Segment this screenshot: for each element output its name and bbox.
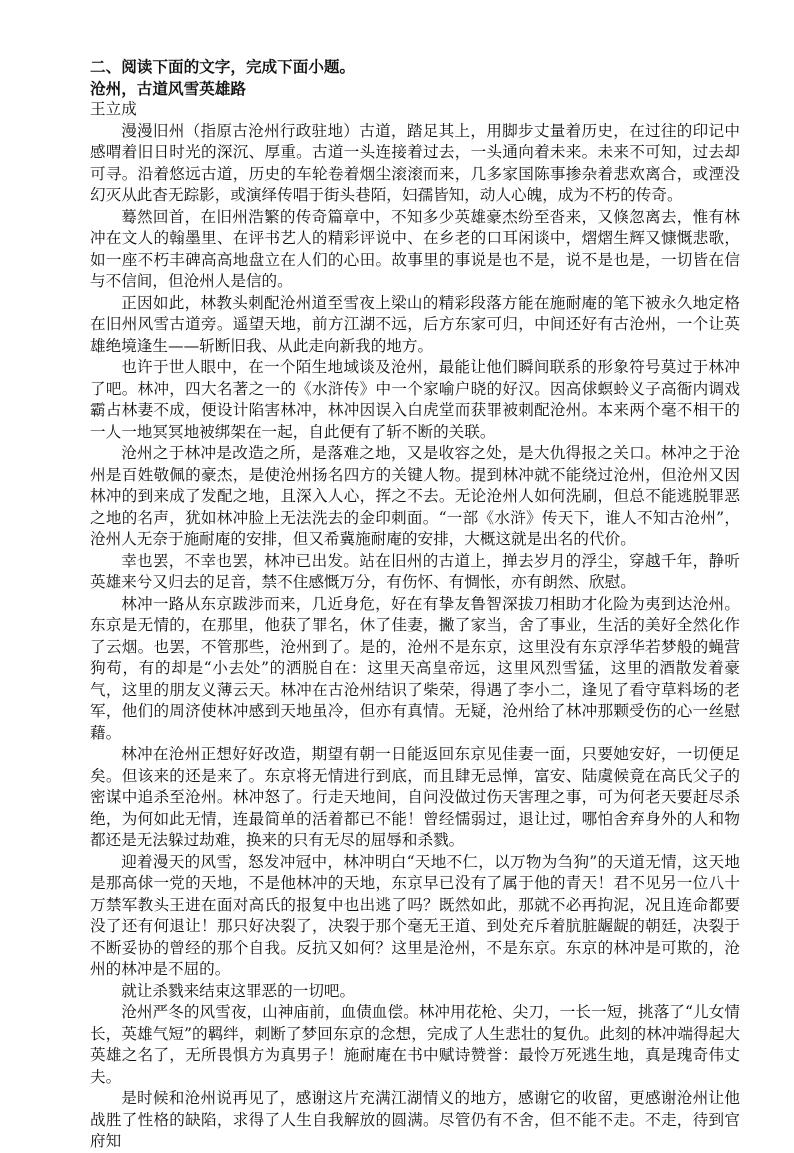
paragraph-7: 林冲一路从东京跋涉而来，几近身危，好在有挚友鲁智深拔刀相助才化险为夷到达沧州。东京是无情的，在那里，他获了罪名，休了佳妻，撇了家当，舍了事业，生活的美好全然化作了云烟。也罢，不管那些，沧州到了。是的，沧州不是东京，这里没有东京浮华若梦般的蝇营狗苟，有的却是“小去处”的洒脱自在：这里天高皇帝远，这里风烈雪猛，这里的酒散发着豪气，这里的朋友义薄云天。林冲在古沧州结识了柴荣，得遇了李小二，逢见了看守草料场的老军，他们的周济使林冲感到天地虽冷，但亦有真情。无疑，沧州给了林冲那颗受伤的心一丝慰藉。 [90,594,740,742]
paragraph-10: 就让杀戮来结束这罪恶的一切吧。 [121,981,356,1000]
paragraph-12: 是时候和沧州说再见了，感谢这片充满江湖情义的地方，感谢它的收留，更感谢沧州让他战胜了性格的缺陷，求得了人生自我解放的圆满。尽管仍有不舍，但不能不走。不走，待到官府知 [90,1089,740,1150]
paragraph-4: 也许于世人眼中，在一个陌生地域谈及沧州，最能让他们瞬间联系的形象符号莫过于林冲了吧。林冲，四大名著之一的《水浒传》中一个家喻户晓的好汉。因高俅螟蛉义子高衙内调戏霸占林妻不成，便设计陷害林冲，林冲因误入白虎堂而获罪被刺配沧州。本来两个毫不相干的一人一地冥冥地被绑架在一起，自此便有了斩不断的关联。 [90,358,740,441]
article-title: 沧州，古道风雪英雄路 [90,78,246,98]
paragraph-2: 蓦然回首，在旧州浩繁的传奇篇章中，不知多少英雄豪杰纷至沓来，又倏忽离去，惟有林冲在文人的翰墨里、在评书艺人的精彩评说中、在乡老的口耳闲谈中，熠熠生辉又慷慨悲歌，如一座不朽丰碑高高地盘立在人们的心田。故事里的事说是也不是，说不是也是，一切皆在信与不信间，但沧州人是信的。 [90,207,740,290]
author-name: 王立成 [90,100,137,118]
paragraph-9: 迎着漫天的风雪，怒发冲冠中，林冲明白“天地不仁，以万物为刍狗”的天道无情，这天地是那高俅一党的天地，不是他林冲的天地，东京早已没有了属于他的青天！君不见另一位八十万禁军教头王进在面对高氏的报复中也出逃了吗？既然如此，那就不必再拘泥，况且连命都要没了还有何退让！那只好决裂了，决裂于那个毫无王道、到处充斥着肮脏龌龊的朝廷，决裂于不断妥协的曾经的那个自我。反抗又如何？这里是沧州，不是东京。东京的林冲是可欺的，沧州的林冲是不屈的。 [90,852,740,978]
paragraph-8: 林冲在沧州正想好好改造，期望有朝一日能返回东京见佳妻一面，只要她安好，一切便足矣。但该来的还是来了。东京将无情进行到底，而且肆无忌惮，富安、陆虞候竟在高氏父子的密谋中追杀至沧州。林冲怒了。行走天地间，自问没做过伤天害理之事，可为何老天要赶尽杀绝，为何如此无情，连最简单的活着都已不能！曾经懦弱过，退让过，哪怕舍弃身外的人和物都还是无法躲过劫难，换来的只有无尽的屈辱和杀戮。 [90,745,740,849]
paragraph-6: 幸也罢，不幸也罢，林冲已出发。站在旧州的古道上，掸去岁月的浮尘，穿越千年，静听英雄来兮又归去的足音，禁不住感慨万分，有伤怀、有惆怅，亦有朗然、欣慰。 [90,551,740,591]
paragraph-5: 沧州之于林冲是改造之所，是落难之地，又是收容之处，是大仇得报之关口。林冲之于沧州是百姓敬佩的豪杰，是使沧州扬名四方的关键人物。提到林冲就不能绕过沧州，但沧州又因林冲的到来成了发配之地，且深入人心，挥之不去。无论沧州人如何洗刷，但总不能逃脱罪恶之地的名声，犹如林冲脸上无法洗去的金印刺面。“一部《水浒》传天下，谁人不知古沧州”，沧州人无奈于施耐庵的安排，但又希冀施耐庵的安排，大概这就是出名的代价。 [90,444,740,548]
paragraph-11: 沧州严冬的风雪夜，山神庙前，血债血偿。林冲用花枪、尖刀，一长一短，挑落了“儿女情长，英雄气短”的羁绊，刺断了梦回东京的念想，完成了人生悲壮的复仇。此刻的林冲端得起大英雄之名了，无所畏惧方为真男子！施耐庵在书中赋诗赞誉：最怜万死逃生地，真是瑰奇伟丈夫。 [90,1003,740,1086]
document-page [90,56,740,1153]
paragraph-1: 漫漫旧州（指原古沧州行政驻地）古道，踏足其上，用脚步丈量着历史，在过往的印记中感喟着旧日时光的深沉、厚重。古道一头连接着过去，一头通向着未来。未来不可知，过去却可寻。沿着悠远古道，历史的车轮卷着烟尘滚滚而来，几多家国陈事掺杂着悲欢离合，或湮没幻灭从此杳无踪影，或演绎传唱于街头巷陌，妇孺皆知，动人心魄，成为不朽的传奇。 [90,121,740,204]
section-heading: 二、阅读下面的文字，完成下面小题。 [90,57,356,76]
paragraph-3: 正因如此，林教头刺配沧州道至雪夜上梁山的精彩段落方能在施耐庵的笔下被永久地定格在旧州风雪古道旁。遥望天地，前方江湖不远，后方东家可归，中间还好有古沧州，一个让英雄绝境逢生——斩断旧我、从此走向新我的地方。 [90,293,740,355]
